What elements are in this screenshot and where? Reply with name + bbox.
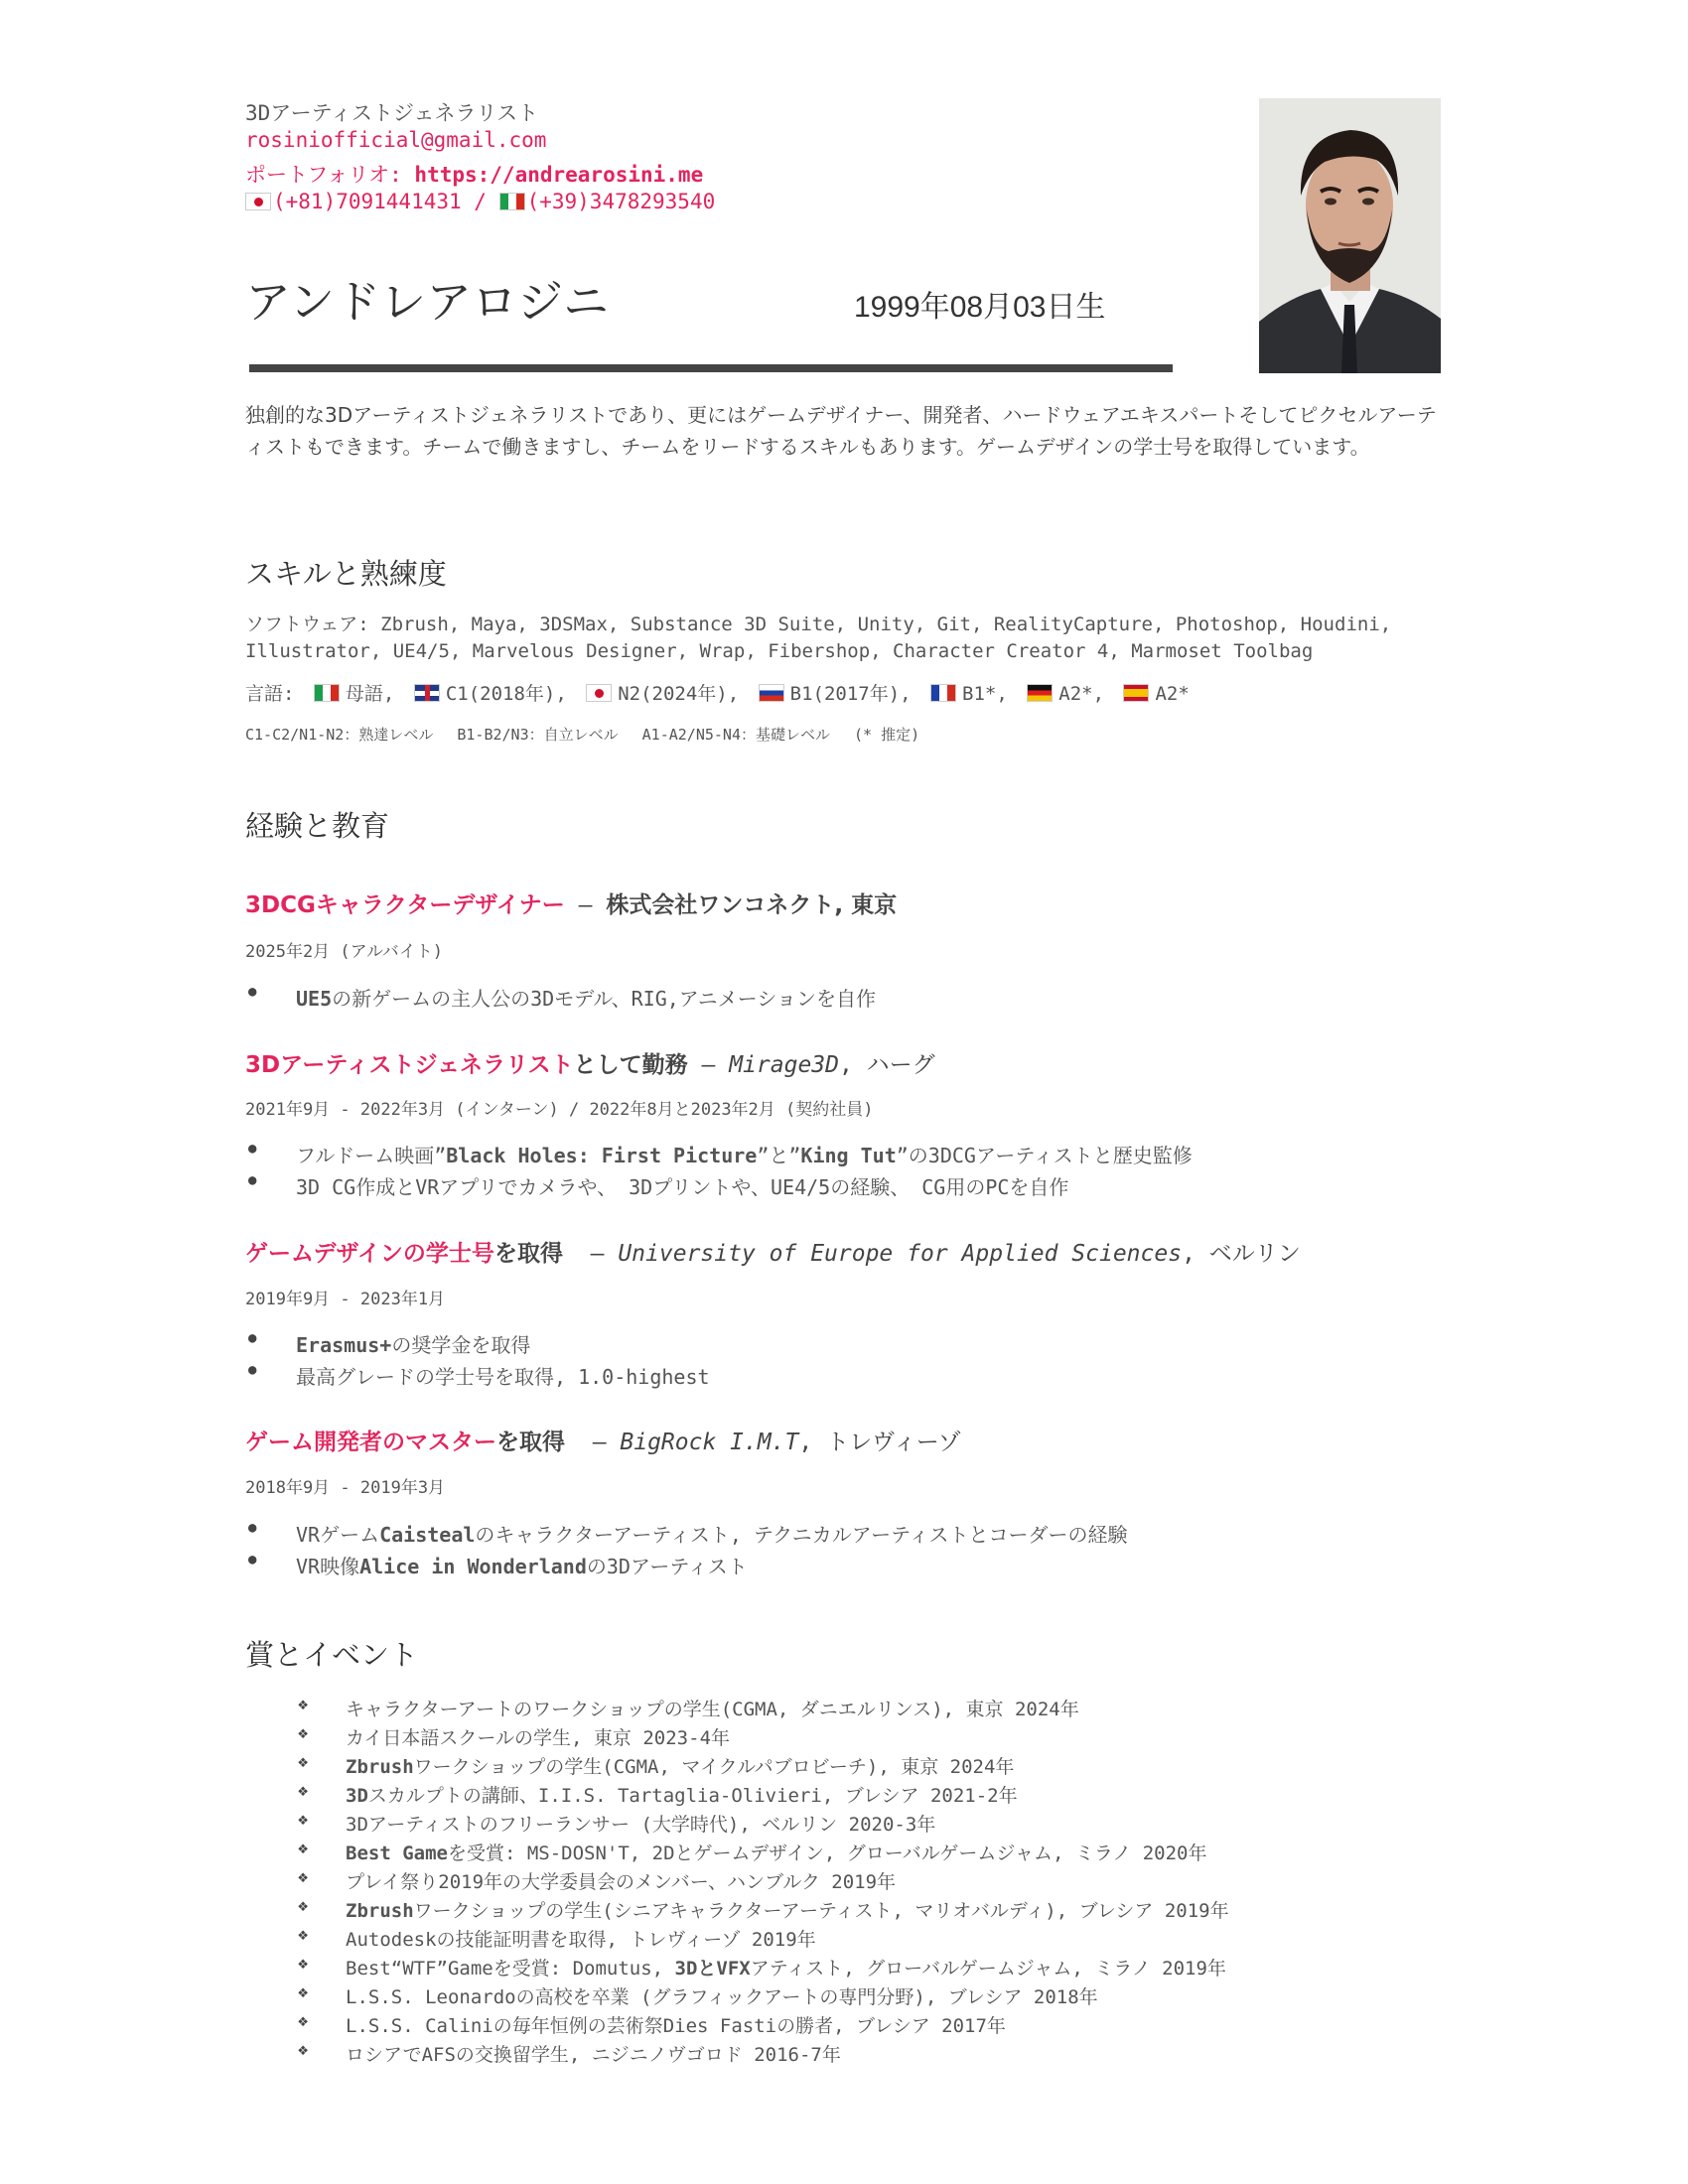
portrait-illustration — [1259, 98, 1441, 373]
job-separator: — — [687, 1052, 730, 1078]
job-date: 2025年2月 (アルバイト) — [245, 942, 444, 962]
bullet-text: の奨学金を取得 — [391, 1333, 531, 1357]
job-separator: — — [564, 892, 607, 918]
bullet-text: VR映像 — [296, 1555, 360, 1578]
france-flag-icon — [930, 684, 956, 702]
language-russian: B1(2017年), — [789, 683, 912, 705]
job-organization: BigRock I.M.T — [620, 1430, 799, 1455]
uk-flag-icon — [414, 684, 440, 702]
award-text: ワークショップの学生(シニアキャラクターアーティスト, マリオバルディ), ブレシア 2019年 — [413, 1900, 1229, 1922]
bullet-text: の3Dアーティスト — [586, 1555, 748, 1578]
list-item — [296, 1140, 1193, 1168]
phone-jp[interactable]: (+81)7091441431 — [273, 190, 462, 213]
bullet-bold: King Tut — [800, 1144, 897, 1167]
award-bold: 3DとVFX — [674, 1958, 751, 1979]
award-text: カイ日本語スクールの学生, 東京 2023-4年 — [346, 1727, 731, 1749]
award-item — [346, 1982, 1098, 2009]
award-item — [346, 2011, 1006, 2038]
header-divider — [249, 364, 1173, 372]
job-location: , 東京 — [834, 892, 898, 918]
russia-flag-icon — [759, 684, 784, 702]
job-separator: — — [565, 1430, 621, 1455]
award-text: ロシアでAFSの交換留学生, ニジニノヴゴロド 2016-7年 — [346, 2044, 841, 2066]
phone-it[interactable]: (+39)3478293540 — [526, 190, 716, 213]
japan-flag-icon — [586, 684, 612, 702]
job-location: , ベルリン — [1182, 1241, 1301, 1267]
portfolio-link[interactable]: https://andrearosini.me — [414, 163, 704, 187]
award-text: Autodeskの技能証明書を取得, トレヴィーゾ 2019年 — [346, 1929, 816, 1951]
experience-heading: 経験と教育 — [245, 809, 390, 843]
award-text: スカルプトの講師、I.I.S. Tartaglia-Olivieri, ブレシア 2021-2年 — [367, 1785, 1018, 1807]
award-text: 3Dアーティストのフリーランサー (大学時代), ベルリン 2020-3年 — [346, 1814, 936, 1836]
languages-line — [245, 679, 1190, 706]
job-date: 2021年9月 - 2022年3月 (インターン) / 2022年8月と2023年2月 (契約社員) — [245, 1100, 874, 1120]
language-english: C1(2018年), — [445, 683, 567, 705]
job-title — [245, 887, 897, 919]
job-separator: — — [562, 1241, 619, 1267]
email-link[interactable]: rosiniofficial@gmail.com — [245, 128, 547, 152]
award-item — [346, 1867, 896, 1894]
job-role-suffix: を取得 — [493, 1241, 563, 1267]
role-title: 3Dアーティストジェネラリスト — [245, 101, 539, 125]
phone-line — [245, 190, 715, 213]
list-item — [296, 1551, 748, 1579]
job-role: 3DCGキャラクターデザイナー — [245, 892, 565, 918]
bullet-bold: Alice in Wonderland — [359, 1555, 587, 1578]
germany-flag-icon — [1027, 684, 1053, 702]
job-title — [245, 1235, 1301, 1268]
spain-flag-icon — [1123, 684, 1149, 702]
award-item — [346, 2040, 841, 2067]
award-item — [346, 1954, 1226, 1980]
award-bold: Zbrush — [346, 1900, 414, 1922]
award-item — [346, 1925, 816, 1952]
award-text: ワークショップの学生(CGMA, マイクルパブロビーチ), 東京 2024年 — [413, 1756, 1015, 1778]
award-bold: Best Game — [346, 1843, 448, 1864]
award-item — [346, 1723, 730, 1750]
list-item — [296, 1329, 530, 1358]
bullet-text: のキャラクターアーティスト, テクニカルアーティストとコーダーの経験 — [475, 1523, 1128, 1547]
job-role: 3Dアーティストジェネラリスト — [245, 1052, 574, 1078]
list-item — [296, 1519, 1128, 1548]
job-organization: 株式会社ワンコネクト — [606, 892, 835, 918]
language-french: B1*, — [962, 683, 1008, 705]
award-text: を受賞: MS-DOSN'T, 2Dとゲームデザイン, グローバルゲームジャム, ミラノ 2020年 — [447, 1843, 1207, 1864]
job-date: 2018年9月 - 2019年3月 — [245, 1478, 446, 1498]
award-text: Best“WTF”Gameを受賞: Domutus, — [346, 1958, 675, 1979]
job-location: , トレヴィーゾ — [798, 1430, 961, 1455]
bullet-text: 3D CG作成とVRアプリでカメラや、 3Dプリントや、UE4/5の経験、 CG用のPCを自作 — [296, 1175, 1069, 1199]
japan-flag-icon — [245, 193, 271, 210]
award-text: L.S.S. Leonardoの高校を卒業 (グラフィックアートの専門分野), ブレシア 2018年 — [346, 1986, 1098, 2008]
software-line-2: Illustrator, UE4/5, Marvelous Designer, Wrap, Fibershop, Character Creator 4, Marmoset Toolbag — [245, 640, 1314, 662]
language-levels-legend: C1-C2/N1-N2：熟達レベル B1-B2/N3：自立レベル A1-A2/N5-N4：基礎レベル (* 推定) — [245, 726, 920, 744]
list-item — [296, 1361, 710, 1390]
job-role: ゲーム開発者のマスター — [245, 1430, 496, 1455]
job-organization: University of Europe for Applied Sciences — [618, 1241, 1183, 1267]
bullet-bold: UE5 — [296, 987, 333, 1011]
software-line-1: Zbrush, Maya, 3DSMax, Substance 3D Suite, Unity, Git, RealityCapture, Photoshop, Houdini, — [368, 614, 1392, 635]
award-text: L.S.S. Caliniの毎年恒例の芸術祭Dies Fastiの勝者, ブレシア 2017年 — [346, 2015, 1006, 2037]
list-item — [296, 1171, 1068, 1200]
person-name: アンドレアロジニ — [245, 275, 610, 329]
date-of-birth: 1999年08月03日生 — [854, 291, 1106, 324]
job-title — [245, 1046, 935, 1079]
bullet-text: VRゲーム — [296, 1523, 380, 1547]
bullet-bold: Black Holes: First Picture — [446, 1144, 758, 1167]
job-location: , ハーグ — [838, 1052, 935, 1078]
bullet-bold: Erasmus+ — [296, 1333, 392, 1357]
language-spanish: A2* — [1155, 683, 1190, 705]
award-bold: 3D — [346, 1785, 368, 1807]
bullet-bold: Caisteal — [379, 1523, 476, 1547]
bullet-text: ”の3DCGアーティストと歴史監修 — [896, 1144, 1193, 1167]
software-list — [245, 612, 1437, 665]
portfolio-line — [245, 159, 703, 189]
job-role-suffix: を取得 — [496, 1430, 565, 1455]
bullet-text: ”と” — [757, 1144, 801, 1167]
award-item — [346, 1781, 1018, 1808]
awards-heading: 賞とイベント — [245, 1638, 419, 1672]
job-role-suffix: として勤務 — [573, 1052, 688, 1078]
job-organization: Mirage3D — [729, 1052, 839, 1078]
italy-flag-icon — [314, 684, 340, 702]
award-item — [346, 1839, 1207, 1865]
award-text: プレイ祭り2019年の大学委員会のメンバー、ハンブルク 2019年 — [346, 1871, 897, 1893]
software-label: ソフトウェア: — [245, 614, 369, 635]
award-bold: Zbrush — [346, 1756, 414, 1778]
award-text: キャラクターアートのワークショップの学生(CGMA, ダニエルリンス), 東京 2024年 — [346, 1699, 1079, 1720]
languages-label: 言語: — [245, 683, 295, 705]
job-role: ゲームデザインの学士号 — [245, 1241, 494, 1267]
bullet-text: フルドーム映画” — [296, 1144, 447, 1167]
skills-heading: スキルと熟練度 — [245, 557, 447, 591]
award-item — [346, 1896, 1229, 1923]
phone-separator: / — [461, 190, 499, 213]
portfolio-label: ポートフォリオ: — [245, 163, 402, 187]
job-date: 2019年9月 - 2023年1月 — [245, 1290, 446, 1309]
award-text: アティスト, グローバルゲームジャム, ミラノ 2019年 — [750, 1958, 1226, 1979]
award-item — [346, 1695, 1079, 1721]
award-item — [346, 1752, 1014, 1779]
list-item — [296, 983, 876, 1012]
profile-summary: 独創的な3Dアーティストジェネラリストであり、更にはゲームデザイナー、開発者、ハードウェアエキスパートそしてピクセルアーティストもできます。チームで働きますし、チームをリードするスキルもあります。ゲームデザインの学士号を取得しています。 — [245, 403, 1437, 459]
bullet-text: 最高グレードの学士号を取得, 1.0-highest — [296, 1365, 710, 1389]
language-german: A2*, — [1058, 683, 1105, 705]
award-item — [346, 1810, 935, 1837]
bullet-text: の新ゲームの主人公の3Dモデル、RIG,アニメーションを自作 — [332, 987, 876, 1011]
italy-flag-icon — [499, 193, 525, 210]
job-title — [245, 1424, 961, 1456]
language-italian: 母語, — [345, 683, 395, 705]
language-japanese: N2(2024年), — [618, 683, 740, 705]
profile-photo — [1259, 98, 1441, 373]
